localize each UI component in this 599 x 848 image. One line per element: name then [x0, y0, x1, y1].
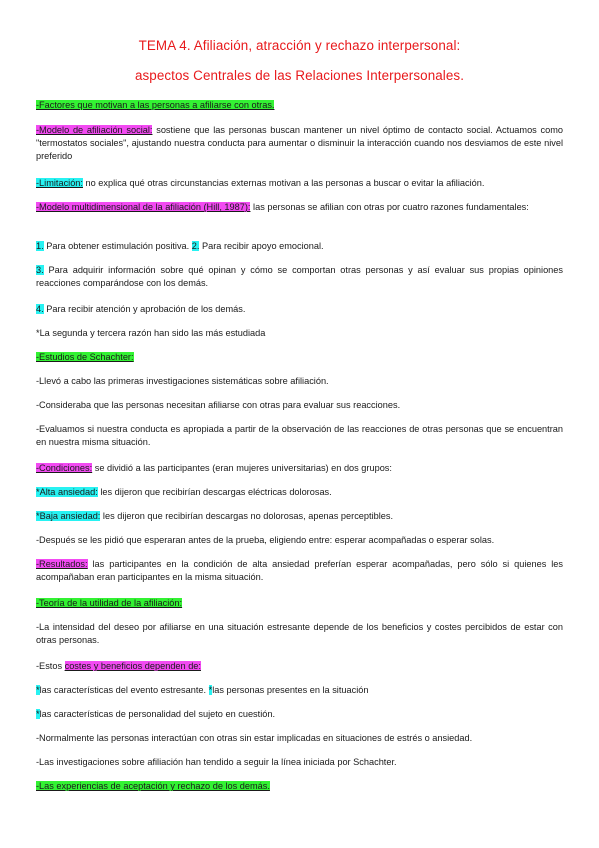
text-alta-ansiedad: les dijeron que recibirían descargas eléctricas dolorosas.: [97, 487, 332, 497]
heading-factores: -Factores que motivan a las personas a afiliarse con otras.: [36, 100, 275, 110]
paragraph-limitacion: [36, 177, 563, 190]
paragraph-personalidad: [36, 708, 563, 721]
paragraph-resultados: [36, 558, 563, 584]
text-intensidad: -La intensidad del deseo por afiliarse en una situación estresante depende de los beneficios y costes percibidos de estar con otras personas.: [36, 622, 563, 645]
paragraph-costes-beneficios: [36, 660, 563, 673]
number-2: 2.: [191, 241, 200, 251]
heading-estudios-schachter: -Estudios de Schachter:: [36, 352, 134, 362]
bullet-marker-3: *: [36, 709, 40, 719]
text-modelo-multidimensional: las personas se afilian con otras por cuatro razones fundamentales:: [250, 202, 529, 212]
paragraph-baja-ansiedad: [36, 510, 563, 523]
paragraph-experiencias: [36, 780, 563, 793]
paragraph-normalmente: [36, 732, 563, 745]
document-title-line-2: aspectos Centrales de las Relaciones Interpersonales.: [134, 68, 465, 83]
paragraph-razon-4: [36, 303, 563, 316]
text-normalmente: -Normalmente las personas interactúan con otras sin estar implicadas en situaciones de estrés o ansiedad.: [36, 733, 473, 743]
paragraph-razones-1-2: [36, 240, 563, 253]
text-baja-ansiedad: les dijeron que recibirían descargas no dolorosas, apenas perceptibles.: [100, 511, 394, 521]
paragraph-estudios-schachter: [36, 351, 563, 364]
paragraph-alta-ansiedad: [36, 486, 563, 499]
document-title-line-1: TEMA 4. Afiliación, atracción y rechazo interpersonal:: [138, 38, 461, 53]
heading-baja-ansiedad: *Baja ansiedad:: [36, 511, 101, 521]
heading-costes-beneficios: costes y beneficios dependen de:: [64, 661, 201, 671]
bullet-marker-1: *: [36, 685, 40, 695]
text-nota-razones: *La segunda y tercera razón han sido las más estudiada: [36, 328, 266, 338]
heading-experiencias: -Las experiencias de aceptación y rechazo de los demás.: [36, 781, 270, 791]
text-schachter-3: -Evaluamos si nuestra conducta es apropiada a partir de la observación de las reacciones de otras personas que se encuentran en nuestra misma situación.: [36, 424, 563, 447]
paragraph-razon-3: [36, 264, 563, 290]
text-personalidad: las características de personalidad del sujeto en cuestión.: [39, 709, 276, 719]
heading-limitacion: -Limitación:: [36, 178, 83, 188]
number-3: 3.: [36, 265, 44, 275]
text-espera: -Después se les pidió que esperaran antes de la prueba, eligiendo entre: esperar acompañadas o esperar solas.: [36, 535, 495, 545]
text-schachter-2: -Consideraba que las personas necesitan afiliarse con otras para evaluar sus reacciones.: [36, 400, 401, 410]
paragraph-intensidad: [36, 621, 563, 647]
heading-condiciones: -Condiciones:: [36, 463, 93, 473]
bullet-marker-2: *: [208, 685, 213, 695]
paragraph-investigaciones: [36, 756, 563, 769]
text-evento: las características del evento estresante.: [39, 685, 209, 695]
number-4: 4.: [36, 304, 44, 314]
heading-teoria-utilidad: -Teoría de la utilidad de la afiliación:: [36, 598, 183, 608]
heading-modelo-multidimensional: -Modelo multidimensional de la afiliación (Hill, 1987):: [36, 202, 251, 212]
paragraph-schachter-3: [36, 423, 563, 449]
text-razon-3: Para adquirir información sobre qué opinan y cómo se comportan otras personas y así evaluar sus propias opiniones reacciones comparándose con los demás.: [36, 265, 563, 288]
paragraph-evento-personas: [36, 684, 563, 697]
number-1: 1.: [36, 241, 44, 251]
paragraph-factores: [36, 99, 563, 112]
heading-alta-ansiedad: *Alta ansiedad:: [36, 487, 98, 497]
text-schachter-1: -Llevó a cabo las primeras investigaciones sistemáticas sobre afiliación.: [36, 376, 329, 386]
paragraph-teoria-utilidad: [36, 597, 563, 610]
text-modelo-afiliacion-social: sostiene que las personas buscan mantener un nivel óptimo de contacto social. Actuamos como "termostatos sociales", ajustando nuestra conducta para aumentar o disminuir la interacción cuando nos desviamos de este nivel preferido: [36, 125, 563, 161]
text-estos: -Estos: [36, 661, 65, 671]
text-personas-presentes: las personas presentes en la situación: [212, 685, 369, 695]
paragraph-schachter-1: [36, 375, 563, 388]
heading-modelo-afiliacion-social: -Modelo de afiliación social:: [36, 125, 153, 135]
text-resultados: las participantes en la condición de alta ansiedad preferían esperar acompañadas, pero sólo si quienes les acompañaban eran participantes en la misma situación.: [36, 559, 563, 582]
text-razon-4: Para recibir atención y aprobación de los demás.: [43, 304, 246, 314]
paragraph-nota-razones: [36, 327, 563, 340]
text-razon-2: Para recibir apoyo emocional.: [199, 241, 324, 251]
text-condiciones: se dividió a las participantes (eran mujeres universitarias) en dos grupos:: [92, 463, 392, 473]
paragraph-condiciones: [36, 462, 563, 475]
text-razon-1: Para obtener estimulación positiva.: [43, 241, 192, 251]
paragraph-modelo-afiliacion-social: [36, 124, 563, 162]
heading-resultados: -Resultados:: [36, 559, 88, 569]
paragraph-modelo-multidimensional: [36, 201, 563, 214]
paragraph-espera: [36, 534, 563, 547]
text-investigaciones: -Las investigaciones sobre afiliación han tendido a seguir la línea iniciada por Schachter.: [36, 757, 397, 767]
text-limitacion: no explica qué otras circunstancias externas motivan a las personas a buscar o evitar la afiliación.: [82, 178, 485, 188]
paragraph-schachter-2: [36, 399, 563, 412]
